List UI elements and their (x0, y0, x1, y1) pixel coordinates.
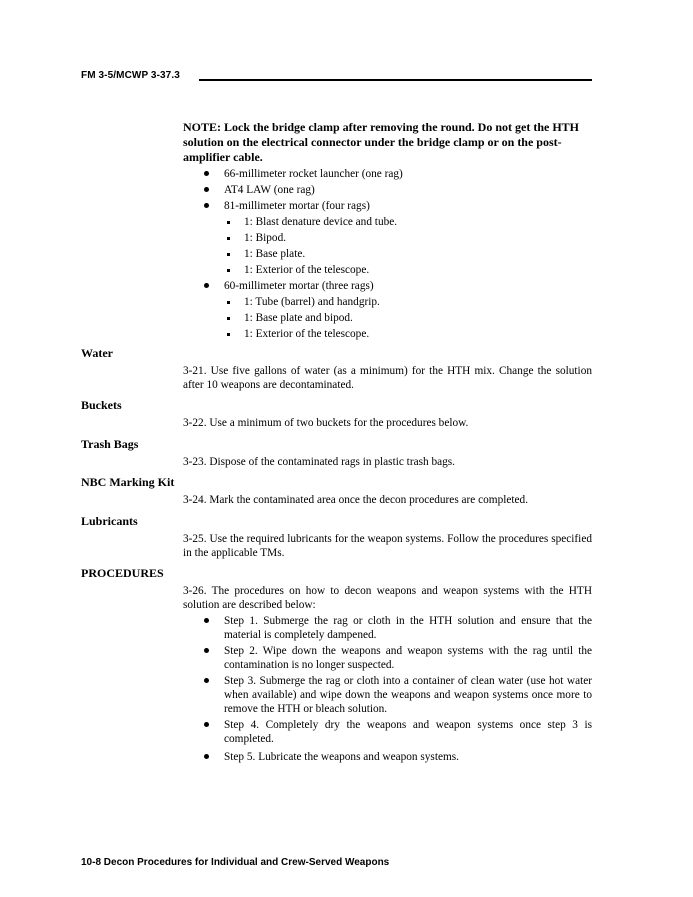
bullet-icon (204, 648, 209, 653)
list-item: 81-millimeter mortar (four rags) (224, 200, 370, 212)
sub-list-item: 1: Exterior of the telescope. (244, 328, 370, 340)
bullet-icon (204, 754, 209, 759)
running-header: FM 3-5/MCWP 3-37.3 (81, 70, 180, 81)
section-heading-buckets: Buckets (81, 398, 122, 412)
sub-list-item: 1: Exterior of the telescope. (244, 264, 370, 276)
sub-list-item: 1: Base plate. (244, 248, 306, 260)
section-heading-procedures: PROCEDURES (81, 566, 164, 580)
square-bullet-icon (227, 237, 230, 240)
section-heading-nbc-marking-kit: NBC Marking Kit (81, 475, 175, 489)
bullet-icon (204, 187, 209, 192)
section-heading-trash-bags: Trash Bags (81, 437, 139, 451)
paragraph-3-23: 3-23. Dispose of the contaminated rags in plastic trash bags. (183, 456, 456, 468)
sub-list-item: 1: Bipod. (244, 232, 287, 244)
page-footer: 10-8 Decon Procedures for Individual and Crew-Served Weapons (81, 857, 390, 868)
header-rule (199, 79, 592, 81)
square-bullet-icon (227, 333, 230, 336)
step-1: Step 1. Submerge the rag or cloth in the HTH solution and ensure that the material is completely dampened. (224, 615, 592, 641)
step-3: Step 3. Submerge the rag or cloth into a container of clean water (use hot water when available) and wipe down the weapons and weapon systems once more to remove the HTH or bleach solution. (224, 675, 592, 715)
paragraph-3-25: 3-25. Use the required lubricants for the weapon systems. Follow the procedures specified in the applicable TMs. (183, 533, 592, 559)
bullet-icon (204, 722, 209, 727)
note-text: NOTE: Lock the bridge clamp after removing the round. Do not get the HTH solution on the electrical connector under the bridge clamp or on the post-amplifier cable. (183, 120, 579, 164)
sub-list-item: 1: Base plate and bipod. (244, 312, 353, 324)
section-heading-water: Water (81, 346, 113, 360)
step-4: Step 4. Completely dry the weapons and weapon systems once step 3 is completed. (224, 719, 592, 745)
square-bullet-icon (227, 301, 230, 304)
square-bullet-icon (227, 221, 230, 224)
step-5: Step 5. Lubricate the weapons and weapon systems. (224, 751, 459, 763)
paragraph-3-21: 3-21. Use five gallons of water (as a minimum) for the HTH mix. Change the solution after 10 weapons are decontaminated. (183, 365, 592, 391)
square-bullet-icon (227, 317, 230, 320)
paragraph-3-26: 3-26. The procedures on how to decon weapons and weapon systems with the HTH solution are described below: (183, 585, 592, 611)
sub-list-item: 1: Tube (barrel) and handgrip. (244, 296, 380, 308)
list-item: 66-millimeter rocket launcher (one rag) (224, 168, 403, 180)
paragraph-3-24: 3-24. Mark the contaminated area once the decon procedures are completed. (183, 494, 529, 506)
paragraph-3-22: 3-22. Use a minimum of two buckets for the procedures below. (183, 417, 469, 429)
square-bullet-icon (227, 253, 230, 256)
bullet-icon (204, 618, 209, 623)
list-item: 60-millimeter mortar (three rags) (224, 280, 374, 292)
section-heading-lubricants: Lubricants (81, 514, 138, 528)
square-bullet-icon (227, 269, 230, 272)
step-2: Step 2. Wipe down the weapons and weapon systems with the rag until the contamination is no longer suspected. (224, 645, 592, 671)
bullet-icon (204, 203, 209, 208)
bullet-icon (204, 283, 209, 288)
list-item: AT4 LAW (one rag) (224, 184, 315, 196)
bullet-icon (204, 171, 209, 176)
sub-list-item: 1: Blast denature device and tube. (244, 216, 398, 228)
bullet-icon (204, 678, 209, 683)
